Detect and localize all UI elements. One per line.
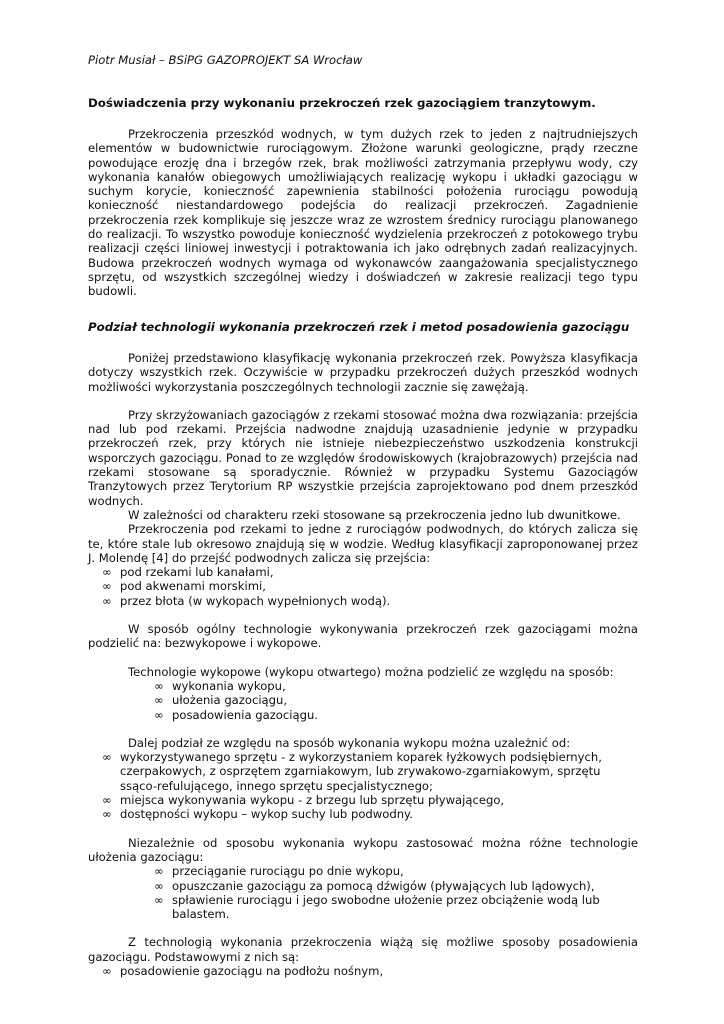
- list-underwater-crossings: [88, 565, 638, 608]
- list-item: ∞ pod rzekami lub kanałami,: [88, 565, 638, 579]
- paragraph-6: Technologie wykopowe (wykopu otwartego) można podzielić ze względu na sposób:: [128, 664, 614, 679]
- intro-block: [88, 127, 638, 299]
- list-item: ∞ przeciąganie rurociągu po dnie wykopu,: [88, 864, 638, 878]
- document-title: Doświadczenia przy wykonaniu przekroczeń rzek gazociągiem tranzytowym.: [88, 96, 596, 110]
- list-item: ∞ ułożenia gazociągu,: [88, 693, 638, 707]
- page-header: Piotr Musiał – BSiPG GAZOPROJEKT SA Wrocław: [88, 53, 363, 67]
- list-item: ∞ wykonania wykopu,: [88, 679, 638, 693]
- section-body: [88, 351, 638, 978]
- list-item: ∞ dostępności wykopu – wykop suchy lub podwodny.: [88, 807, 638, 821]
- paragraph-7: Dalej podział ze względu na sposób wykonania wykopu można uzależnić od:: [128, 735, 571, 750]
- paragraph-3: W zależności od charakteru rzeki stosowane są przekroczenia jedno lub dwunitkowe.: [128, 507, 621, 522]
- paragraph-5: W sposób ogólny technologie wykonywania przekroczeń rzek gazociągami można podzielić na: bezwykopowe i wykopowe.: [88, 622, 638, 651]
- list-trench-division: [88, 750, 638, 821]
- list-item: ∞ miejsca wykonywania wykopu - z brzegu lub sprzętu pływającego,: [88, 793, 638, 807]
- intro-paragraph: Przekroczenia przeszkód wodnych, w tym dużych rzek to jeden z najtrudniejszych elementów w budownictwie rurociągowym. Złożone warunki geologiczne, prądy rzeczne powodujące erozję dna i brzegów rzek, brak możliwości zatrzymania przepływu wody, czy wykonania kanałów obiegowych umożliwiających realizację wykopu i układki gazociągu w suchym korycie, konieczność zapewnienia stabilności położenia rurociągu powodują konieczność niestandardowego podejścia do realizacji przekroczeń. Zagadnienie przekroczenia rzek komplikuje się jeszcze wraz ze wzrostem średnicy rurociągu planowanego do realizacji. To wszystko powoduje konieczność wydzielenia przekroczeń z potokowego trybu realizacji części liniowej inwestycji i potraktowania ich jako odrębnych zadań realizacyjnych. Budowa przekroczeń wodnych wymaga od wykonawców zaangażowania specjalistycznego sprzętu, od wszystkich szczególnej wiedzy i doświadczeń w zakresie realizacji tego typu budowli.: [88, 127, 638, 299]
- list-item: ∞ posadowienie gazociągu na podłożu nośnym,: [88, 964, 638, 978]
- paragraph-1: Poniżej przedstawiono klasyfikację wykonania przekroczeń rzek. Powyższa klasyfikacja dotyczy wszystkich rzek. Oczywiście w przypadku przekroczeń dużych przeszkód wodnych możliwości wykorzystania poszczególnych technologii zacznie się zawężają.: [88, 351, 638, 394]
- paragraph-4: Przekroczenia pod rzekami to jedne z rurociągów podwodnych, do których zalicza się te, które stale lub okresowo znajdują się w wodzie. Według klasyfikacji zaproponowanej przez J. Molendę [4] do przejść podwodnych zalicza się przejścia:: [88, 522, 638, 565]
- paragraph-2: Przy skrzyżowaniach gazociągów z rzekami stosować można dwa rozwiązania: przejścia nad lub pod rzekami. Przejścia nadwodne znajdują uzasadnienie jedynie w przypadku przekroczeń rzek, przy których nie istnieje niebezpieczeństwo uszkodzenia konstrukcji wsporczych gazociągu. Ponad to ze względów środowiskowych (krajobrazowych) przejścia nad rzekami stosowane są sporadycznie. Również w przypadku Systemu Gazociągów Tranzytowych przez Terytorium RP wszystkie przejścia zaprojektowano pod dnem przeszkód wodnych.: [88, 407, 638, 508]
- list-item: ∞ przez błota (w wykopach wypełnionych wodą).: [88, 594, 638, 608]
- list-trench-methods: [88, 679, 638, 722]
- list-laying-technologies: [88, 864, 638, 921]
- list-foundation-methods: [88, 964, 638, 978]
- section-title: Podział technologii wykonania przekroczeń rzek i metod posadowienia gazociągu: [88, 320, 630, 334]
- paragraph-9: Z technologią wykonania przekroczenia wiążą się możliwe sposoby posadowienia gazociągu. Podstawowymi z nich są:: [88, 935, 638, 964]
- list-item: ∞ pod akwenami morskimi,: [88, 579, 638, 593]
- list-item: ∞ wykorzystywanego sprzętu - z wykorzystaniem koparek łyżkowych podsiębiernych, czerpakowych, z osprzętem zgarniakowym, lub zrywakowo-zgarniakowym, sprzętu ssąco-refulującego, innego sprzętu specjalistycznego;: [88, 750, 638, 793]
- paragraph-8: Niezależnie od sposobu wykonania wykopu zastosować można różne technologie ułożenia gazociągu:: [88, 835, 638, 864]
- list-item: ∞ spławienie rurociągu i jego swobodne ułożenie przez obciążenie wodą lub balastem.: [88, 893, 638, 922]
- list-item: ∞ opuszczanie gazociągu za pomocą dźwigów (pływających lub lądowych),: [88, 879, 638, 893]
- list-item: ∞ posadowienia gazociągu.: [88, 708, 638, 722]
